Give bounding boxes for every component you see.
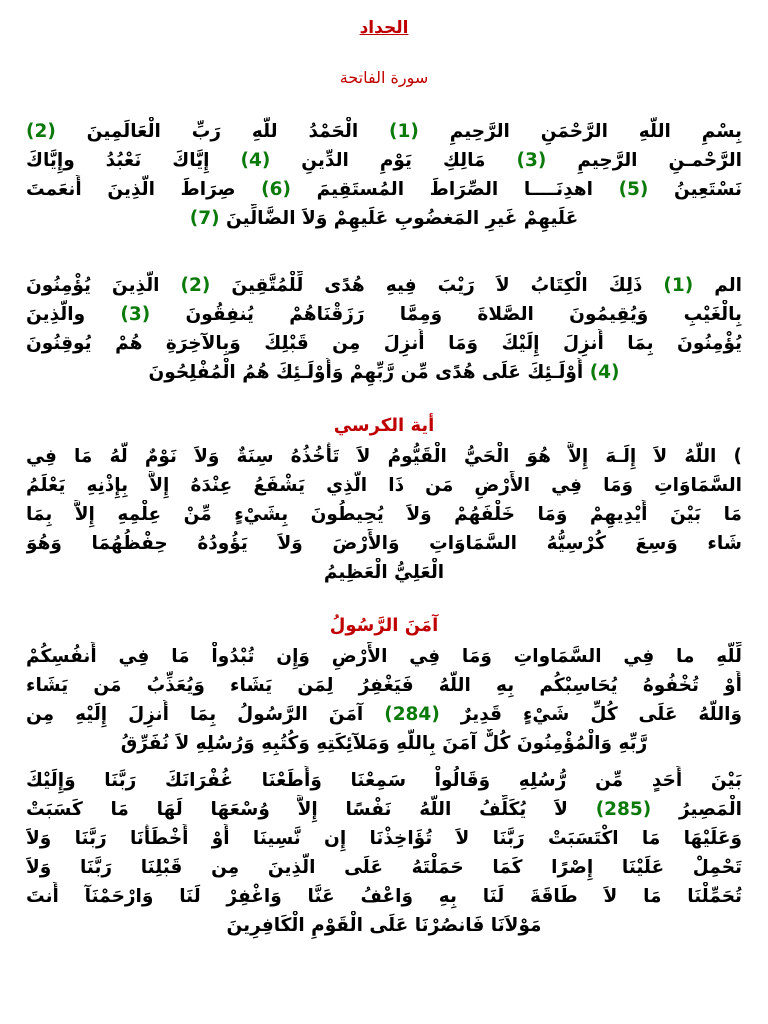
- amana-rasul-title: آمَنَ الرَّسُولُ: [329, 615, 439, 636]
- verse-text: الرَّحْمـنِ الرَّحِيمِ: [546, 150, 742, 171]
- verse-line: [26, 882, 742, 911]
- verse-line: [26, 204, 742, 233]
- verse-text: والَّذِينَ: [26, 304, 121, 325]
- verse-text: ) اللّهُ لاَ إِلَـهَ إِلاَّ هُوَ الْحَيُّ الْقَيُّومُ لاَ تَأْخُذُهُ سِنَةٌ وَلاَ نَوْمٌ لَّهُ مَا فِي: [26, 446, 742, 467]
- verse-line: [26, 853, 742, 882]
- ayat-al-kursi-title: أية الكرسي: [333, 415, 435, 436]
- verse-text: مَوْلاَنَا فَانصُرْنَا عَلَى الْقَوْمِ الْكَافِرِينَ: [226, 915, 542, 936]
- verse-text: أُوْلَـئِكَ عَلَى هُدًى مِّن رَّبِّهِمْ وَأُوْلَـئِكَ هُمُ الْمُفْلِحُونَ: [148, 362, 590, 383]
- verse-line: [26, 911, 742, 940]
- verse-text: شَاء وَسِعَ كُرْسِيُّهُ السَّمَاوَاتِ وَالأَرْضَ وَلاَ يَؤُودُهُ حِفْظُهُمَا وَهُوَ: [26, 533, 742, 554]
- amana-rasul-verses-part2: [26, 766, 742, 940]
- verse-line: [26, 471, 742, 500]
- baqara-opening-verses: [26, 271, 742, 387]
- verse-line: [26, 358, 742, 387]
- verse-number: (3): [120, 304, 151, 325]
- verse-text: أَوْ تُخْفُوهُ يُحَاسِبْكُم بِهِ اللّهُ فَيَغْفِرُ لِمَن يَشَاء وَيُعَذِّبُ مَن يَشَاء: [26, 675, 742, 696]
- verse-text: الْعَلِيُّ الْعَظِيمُ: [323, 562, 445, 583]
- verse-text: مَا بَيْنَ أَيْدِيهِمْ وَمَا خَلْفَهُمْ وَلاَ يُحِيطُونَ بِشَيْءٍ مِّنْ عِلْمِهِ إِلاَّ بِمَا: [26, 504, 742, 525]
- verse-number: (2): [180, 275, 211, 296]
- verse-line: [26, 558, 742, 587]
- verse-number: (284): [384, 704, 440, 725]
- page-title: الحداد: [359, 18, 409, 38]
- verse-text: تُحَمِّلْنَا مَا لاَ طَاقَةَ لَنَا بِهِ وَاعْفُ عَنَّا وَاغْفِرْ لَنَا وَارْحَمْنَآ أَنتَ: [26, 886, 742, 907]
- verse-text: إِيَّاكَ نَعْبُدُ وإِيَّاكَ: [26, 150, 241, 171]
- verse-text: الْمَصِيرُ: [651, 799, 742, 820]
- verse-line: [26, 300, 742, 329]
- verse-text: السَّمَاوَاتِ وَمَا فِي الأَرْضِ مَن ذَا الَّذِي يَشْفَعُ عِنْدَهُ إِلاَّ بِإِذْنِهِ يَعْلَمُ: [26, 475, 742, 496]
- verse-line: [26, 271, 742, 300]
- verse-number: (3): [516, 150, 547, 171]
- verse-text: عَلَيهِمْ غَيرِ المَغضُوبِ عَلَيهِمْ وَلاَ الضَّالِّينَ: [219, 208, 579, 229]
- verse-number: (2): [26, 121, 56, 142]
- verse-line: [26, 671, 742, 700]
- verse-text: تَحْمِلْ عَلَيْنَا إِصْرًا كَمَا حَمَلْتَهُ عَلَى الَّذِينَ مِن قَبْلِنَا رَبَّنَا وَلاَ: [26, 857, 742, 878]
- verse-line: [26, 146, 742, 175]
- verse-text: وَعَلَيْهَا مَا اكْتَسَبَتْ رَبَّنَا لاَ تُؤَاخِذْنَا إِن نَّسِينَا أَوْ أَخْطَأْنَا رَبَّنَا وَلاَ: [26, 828, 742, 849]
- fatiha-verses: [26, 117, 742, 233]
- amana-rasul-verses-part1: [26, 642, 742, 758]
- verse-text: لِّلَّهِ ما فِي السَّمَاواتِ وَمَا فِي الأَرْضِ وَإِن تُبْدُواْ مَا فِي أَنفُسِكُمْ: [26, 646, 742, 667]
- verse-line: [26, 117, 742, 146]
- verse-number: (1): [389, 121, 419, 142]
- verse-text: مَالِكِ يَوْمِ الدِّينِ: [270, 150, 517, 171]
- verse-number: (5): [618, 179, 649, 200]
- verse-line: [26, 500, 742, 529]
- verse-number: (285): [595, 799, 652, 820]
- verse-text: نَسْتَعِينُ: [648, 179, 742, 200]
- verse-text: بِسْمِ اللّهِ الرَّحْمَنِ الرَّحِيمِ: [418, 121, 742, 142]
- verse-line: [26, 824, 742, 853]
- verse-line: [26, 529, 742, 558]
- verse-line: [26, 442, 742, 471]
- ayat-al-kursi-verses: [26, 442, 742, 587]
- verse-text: آمَنَ الرَّسُولُ بِمَا أُنزِلَ إِلَيْهِ مِن: [26, 704, 385, 725]
- verse-text: صِرَاطَ الَّذِينَ أَنعَمتَ: [26, 179, 262, 200]
- verse-line: [26, 729, 742, 758]
- verse-text: وَاللّهُ عَلَى كُلِّ شَيْءٍ قَدِيرٌ: [439, 704, 742, 725]
- verse-text: الَّذِينَ يُؤْمِنُونَ: [26, 275, 181, 296]
- verse-text: رَّبِّهِ وَالْمُؤْمِنُونَ كُلٌّ آمَنَ بِاللّهِ وَمَلآئِكَتِهِ وَكُتُبِهِ وَرُسُلِهِ لاَ نُفَرِّقُ: [120, 733, 648, 754]
- verse-text: الْحَمْدُ للّهِ رَبِّ الْعَالَمِينَ: [55, 121, 390, 142]
- verse-text: يُؤْمِنُونَ بِمَا أُنزِلَ إِلَيْكَ وَمَا أُنزِلَ مِن قَبْلِكَ وَبِالآخِرَةِ هُمْ يُوقِنُونَ: [26, 333, 742, 354]
- verse-number: (4): [240, 150, 271, 171]
- verse-line: [26, 795, 742, 824]
- verse-number: (1): [663, 275, 694, 296]
- verse-number: (6): [261, 179, 291, 200]
- verse-text: ذَلِكَ الْكِتَابُ لاَ رَيْبَ فِيهِ هُدًى لِّلْمُتَّقِينَ: [210, 275, 664, 296]
- verse-line: [26, 175, 742, 204]
- surah-fatiha-title: سورة الفاتحة: [339, 68, 429, 87]
- verse-line: [26, 642, 742, 671]
- verse-number: (4): [589, 362, 620, 383]
- verse-text: الم: [693, 275, 742, 296]
- verse-text: اهدِنَــــا الصِّرَاطَ المُستَقِيمَ: [290, 179, 619, 200]
- verse-line: [26, 766, 742, 795]
- verse-text: بَيْنَ أَحَدٍ مِّن رُّسُلِهِ وَقَالُواْ سَمِعْنَا وَأَطَعْنَا غُفْرَانَكَ رَبَّنَا وَإِلَيْكَ: [26, 770, 742, 791]
- verse-number: (7): [189, 208, 220, 229]
- verse-text: بِالْغَيْبِ وَيُقِيمُونَ الصَّلاةَ وَمِمَّا رَزَقْنَاهُمْ يُنفِقُونَ: [150, 304, 742, 325]
- verse-line: [26, 329, 742, 358]
- verse-line: [26, 700, 742, 729]
- verse-text: لاَ يُكَلِّفُ اللّهُ نَفْسًا إِلاَّ وُسْعَهَا لَهَا مَا كَسَبَتْ: [26, 799, 596, 820]
